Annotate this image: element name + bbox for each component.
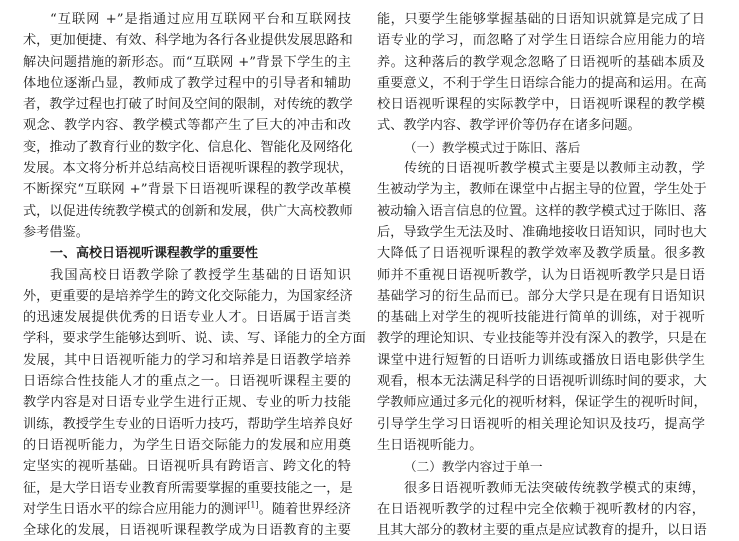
right-column [377,9,705,541]
text-line: 的日语视听能力，为学生日语交际能力的发展和应用奠 [23,437,351,453]
citation-mark[interactable]: [1] [247,500,259,510]
text-line: 训练，教授学生专业的日语听力技巧，帮助学生培养良好 [23,416,353,432]
text-line: 式，以促进传统教学模式的创新和发展，供广大高校教师 [23,203,353,219]
teaching-mode-paragraph [377,158,705,456]
text-line: 变，推动了教育行业的数字化、信息化、智能化及网络化 [23,139,353,155]
text-line: 语专业的学习，而忽略了对学生日语综合应用能力的培 [377,33,705,49]
text-line: 学教师应通过多元化的视听材料，保证学生的视听时间， [377,395,707,411]
text-line: 大降低了日语视听课程的教学效率及教学质量。很多教 [377,246,705,262]
text-line: 式、教学内容、教学评价等仍存在诸多问题。 [377,118,641,134]
text-line: 能，只要学生能够掌握基础的日语知识就算是完成了日 [377,12,705,27]
text-line: 学科，要求学生能够达到听、说、读、写、译能力的全方面 [23,331,366,347]
text-line: 观念、教学内容、教学模式等都产生了巨大的冲击和改 [23,118,351,134]
text-line: 被动输入语言信息的位置。这样的教学模式过于陈旧、落 [377,203,707,219]
text-line: 征，是大学日语专业教育所需要掌握的重要技能之一，是 [23,480,353,496]
text-line: 生日语视听能力。 [377,437,483,453]
intro-paragraph [23,9,351,243]
text-line: 传统的日语视听教学模式主要是以教师主动教，学 [404,161,705,177]
text-line-with-citation [23,499,351,520]
text-line: 且其大部分的教材主要的重点是应试教育的提升，以日语 [377,523,707,539]
teaching-content-paragraph [377,478,705,541]
text-line: 课堂中进行短暂的日语听力训练或播放日语电影供学生 [377,352,705,368]
text-line: 者，教学过程也打破了时间及空间的限制，对传统的教学 [23,97,353,113]
text-line: 定坚实的视听基础。日语视听具有跨语言、跨文化的特 [23,459,351,475]
text-line: 的迅速发展提供优秀的日语专业人才。日语属于语言类 [23,310,351,326]
text-line: “互联网 +”是指通过应用互联网平台和互联网技 [50,12,351,27]
text-line: 日语综合性技能人才的重点之一。日语视听课程主要的 [23,374,351,390]
text-line: 术，更加便捷、有效、科学地为各行各业提供发展思路和 [23,33,353,49]
subsection-heading: （二）教学内容过于单一 [404,459,543,475]
text-fragment: 对学生日语水平的综合应用能力的测评 [23,501,248,517]
text-line: 生被动学为主，教师在课堂中占据主导的位置，学生处于 [377,182,707,198]
text-line: 后，导致学生无法及时、准确地接收日语知识，同时也大 [377,224,707,240]
text-line: 体地位逐渐凸显，教师成了教学过程中的引导者和辅助 [23,75,351,91]
text-line: 观看，根本无法满足科学的日语视听训练时间的要求，大 [377,374,707,390]
subsection-heading: （一）教学模式过于陈旧、落后 [404,139,581,155]
text-line: 的基础上对学生的视听技能进行简单的训练，对于视听 [377,310,705,326]
left-column [23,9,366,541]
text-line: 解决问题措施的新形态。而“互联网 +”背景下学生的主 [23,54,351,70]
text-line: 基础学习的衍生品而已。部分大学只是在现有日语知识 [377,288,705,304]
text-line: 在日语视听教学的过程中完全依赖于视听教材的内容， [377,501,705,517]
text-line: 教学内容是对日语专业学生进行正规、专业的听力技能 [23,395,351,411]
text-line: 发展。本文将分析并总结高校日语视听课程的教学现状， [23,161,353,177]
text-line: 参考借鉴。 [23,224,89,240]
continued-paragraph [377,9,705,137]
text-line: 外，更重要的是培养学生的跨文化交际能力，为国家经济 [23,288,353,304]
text-line: 养。这种落后的教学观念忽略了日语视听的基础本质及 [377,54,705,70]
text-line: 师并不重视日语视听教学，认为日语视听教学只是日语 [377,267,705,283]
text-line: 校日语视听课程的实际教学中，日语视听课程的教学模 [377,97,705,113]
text-fragment: 。随着世界经济 [258,501,351,517]
importance-paragraph [23,265,366,541]
text-line: 很多日语视听教师无法突破传统教学模式的束缚， [404,480,705,496]
text-line: 重要意义，不利于学生日语综合能力的提高和运用。在高 [377,75,707,91]
text-line: 不断探究“互联网 +”背景下日语视听课程的教学改革模 [23,182,351,198]
text-line: 全球化的发展，日语视听课程教学成为日语教育的主要 [23,523,351,539]
section-heading: 一、高校日语视听课程教学的重要性 [50,246,259,262]
text-line: 发展，其中日语视听能力的学习和培养是日语教学培养 [23,352,351,368]
text-line: 我国高校日语教学除了教授学生基础的日语知识 [50,267,351,283]
text-line: 教学的理论知识、专业技能等并没有深入的教学，只是在 [377,331,707,347]
text-line: 引导学生学习日语视听的相关理论知识及技巧，提高学 [377,416,705,432]
